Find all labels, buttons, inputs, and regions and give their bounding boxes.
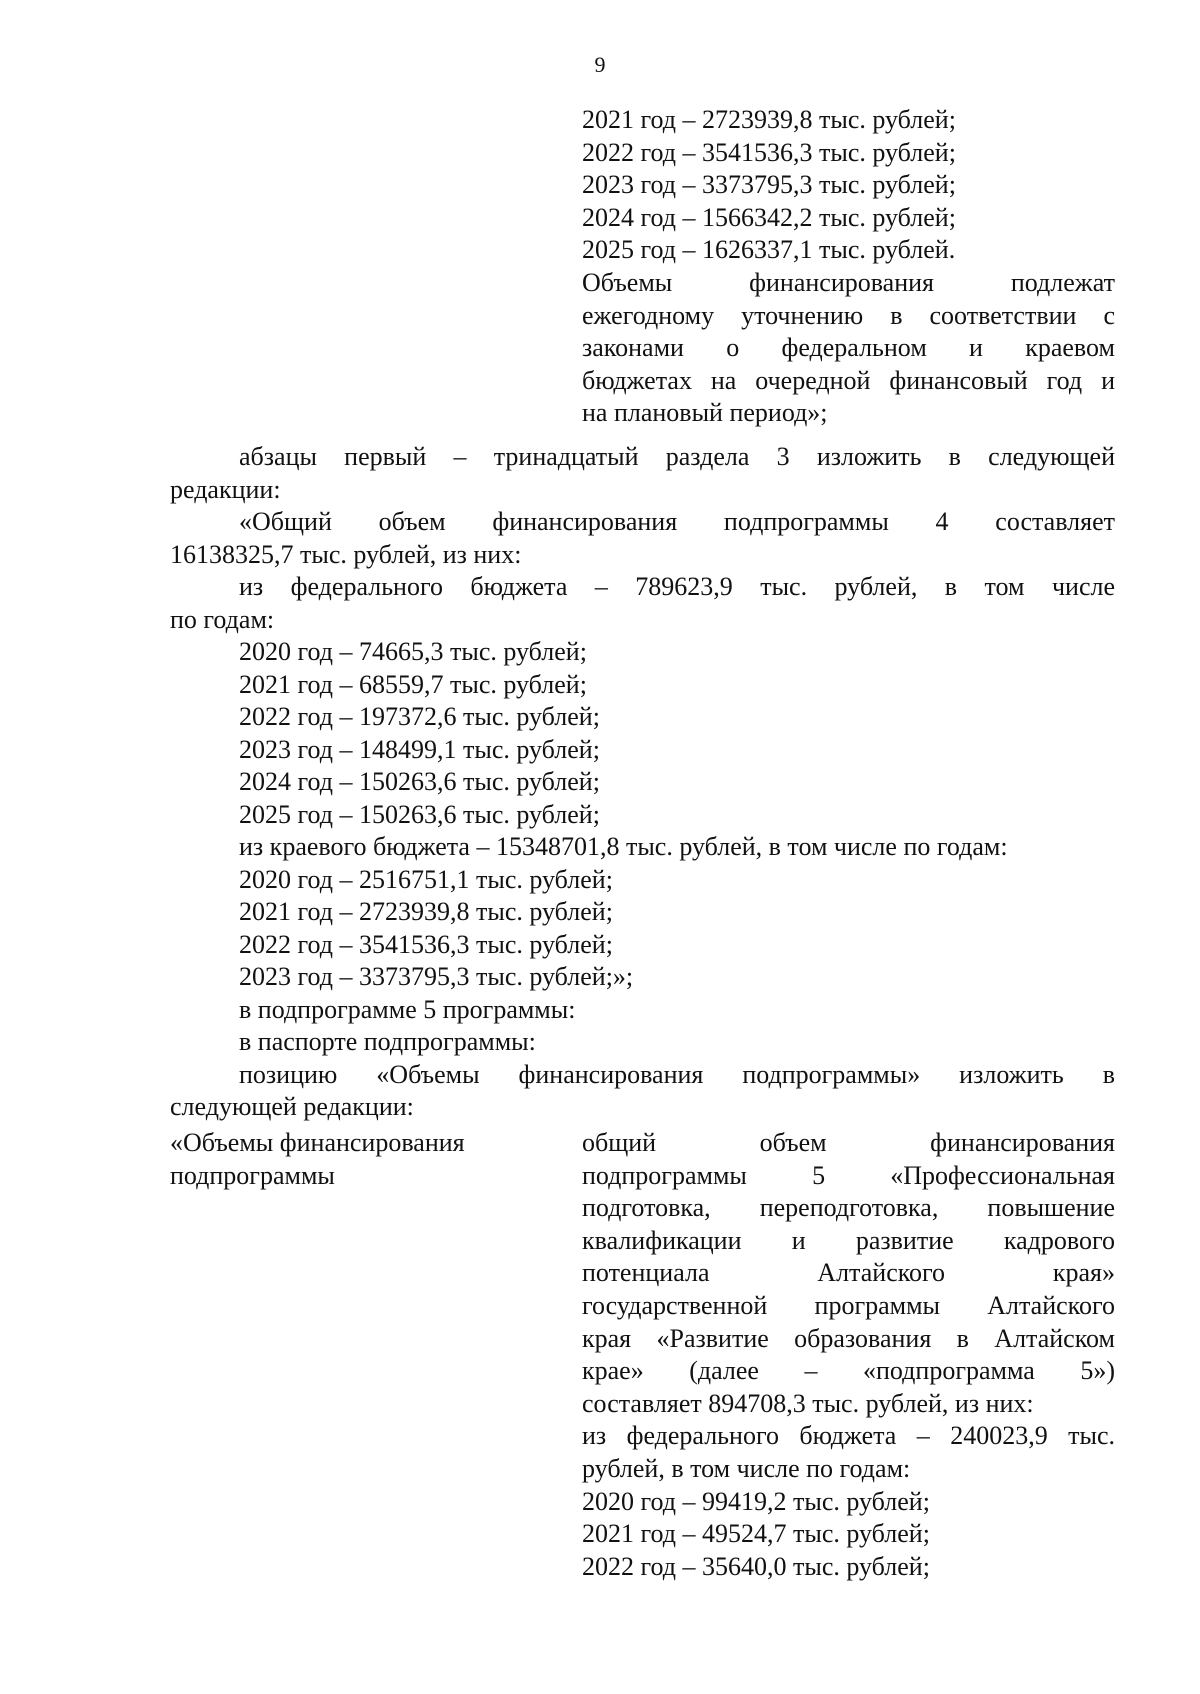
note-line: законами о федеральном и краевом xyxy=(582,333,1115,363)
year-line: 2020 год – 99419,2 тыс. рублей; xyxy=(582,1486,930,1516)
table-right-line: подготовка, переподготовка, повышение xyxy=(582,1193,1115,1223)
table-right-line: края «Развитие образования в Алтайском xyxy=(582,1323,1115,1353)
year-line: 2024 год – 150263,6 тыс. рублей; xyxy=(239,767,600,796)
table-right-line: потенциала Алтайского края» xyxy=(582,1258,1115,1288)
paragraph-line: абзацы первый – тринадцатый раздела 3 изложить в следующей xyxy=(239,442,1115,471)
table-left-cell xyxy=(170,1127,510,1192)
note-line: на плановый период»; xyxy=(582,398,828,428)
year-line: 2023 год – 3373795,3 тыс. рублей; xyxy=(582,170,956,200)
paragraph-line: «Общий объем финансирования подпрограммы 4 составляет xyxy=(239,507,1115,536)
year-line: 2024 год – 1566342,2 тыс. рублей; xyxy=(582,202,956,232)
note-line: бюджетах на очередной финансовый год и xyxy=(582,365,1115,395)
note-line: Объемы финансирования подлежат xyxy=(582,267,1115,297)
paragraph-line: в паспорте подпрограммы: xyxy=(239,1027,536,1056)
paragraph-line: следующей редакции: xyxy=(170,1092,414,1121)
paragraph-line: редакции: xyxy=(170,474,281,504)
year-line: 2022 год – 3541536,3 тыс. рублей; xyxy=(582,137,956,167)
year-line: 2023 год – 148499,1 тыс. рублей; xyxy=(239,734,600,764)
paragraph-line: из краевого бюджета – 15348701,8 тыс. рублей, в том числе по годам: xyxy=(239,832,1008,861)
year-line: 2020 год – 2516751,1 тыс. рублей; xyxy=(239,864,613,894)
paragraph-line: 16138325,7 тыс. рублей, из них: xyxy=(170,539,522,569)
year-line: 2021 год – 2723939,8 тыс. рублей; xyxy=(582,105,956,134)
table-right-line: общий объем финансирования xyxy=(582,1128,1115,1157)
top-funding-block xyxy=(582,104,1115,430)
year-line: 2022 год – 197372,6 тыс. рублей; xyxy=(239,702,600,731)
table-right-line: квалификации и развитие кадрового xyxy=(582,1225,1115,1255)
year-line: 2021 год – 2723939,8 тыс. рублей; xyxy=(239,897,613,926)
paragraph-line: из федерального бюджета – 789623,9 тыс. рублей, в том числе xyxy=(239,572,1115,601)
year-line: 2025 год – 150263,6 тыс. рублей; xyxy=(239,799,600,829)
year-line: 2021 год – 68559,7 тыс. рублей; xyxy=(239,669,587,699)
page-number: 9 xyxy=(594,52,606,77)
year-line: 2023 год – 3373795,3 тыс. рублей;»; xyxy=(239,962,634,991)
paragraph-line: позицию «Объемы финансирования подпрограммы» изложить в xyxy=(239,1059,1115,1089)
paragraph-line: по годам: xyxy=(170,604,275,634)
table-right-line: крае» (далее – «подпрограмма 5») xyxy=(582,1356,1115,1386)
year-line: 2021 год – 49524,7 тыс. рублей; xyxy=(582,1519,930,1549)
table-right-line: подпрограммы 5 «Профессиональная xyxy=(582,1160,1115,1190)
main-text xyxy=(170,441,1115,1124)
table-right-line: из федерального бюджета – 240023,9 тыс. xyxy=(582,1421,1115,1451)
table-right-line: государственной программы Алтайского xyxy=(582,1290,1115,1320)
year-line: 2020 год – 74665,3 тыс. рублей; xyxy=(239,637,587,666)
year-line: 2025 год – 1626337,1 тыс. рублей. xyxy=(582,235,956,265)
note-line: ежегодному уточнению в соответствии с xyxy=(582,300,1115,330)
table-left-line: «Объемы финансирования xyxy=(170,1128,465,1157)
year-line: 2022 год – 35640,0 тыс. рублей; xyxy=(582,1551,930,1581)
table-right-line: рублей, в том числе по годам: xyxy=(582,1453,911,1483)
table-left-line: подпрограммы xyxy=(170,1160,335,1190)
year-line: 2022 год – 3541536,3 тыс. рублей; xyxy=(239,929,613,959)
table-right-cell xyxy=(582,1127,1115,1583)
paragraph-line: в подпрограмме 5 программы: xyxy=(239,994,576,1024)
table-right-line: составляет 894708,3 тыс. рублей, из них: xyxy=(582,1388,1034,1418)
